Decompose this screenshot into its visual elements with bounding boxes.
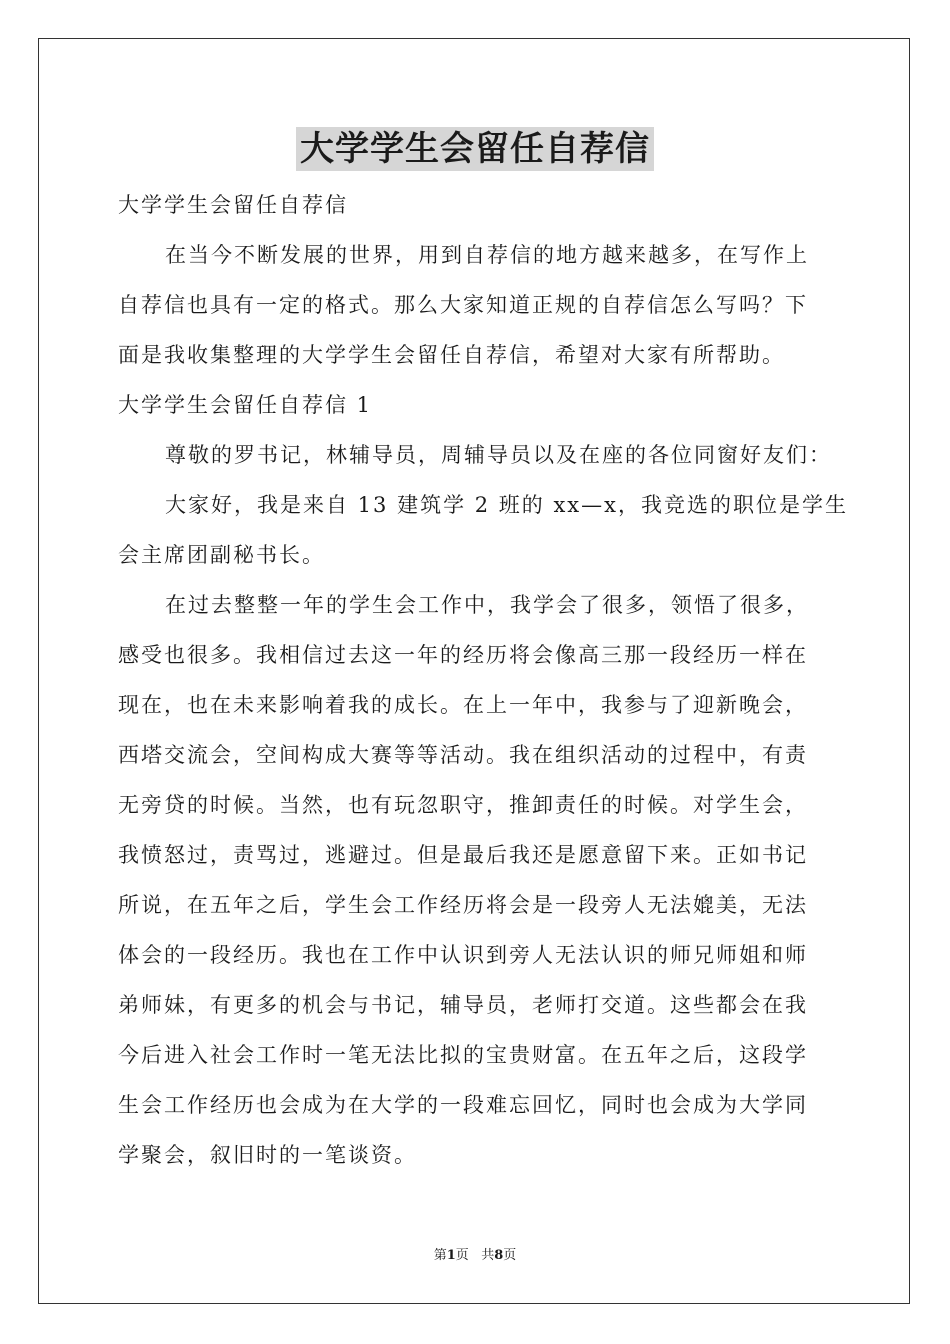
paragraph-2 [118,580,838,1180]
document-subtitle: 大学学生会留任自荐信 [118,193,348,217]
total-prefix: 共 [481,1248,495,1263]
paragraph-line: 所说，在五年之后，学生会工作经历将会是一段旁人无法媲美，无法 [118,893,808,917]
intro-line: 自荐信也具有一定的格式。那么大家知道正规的自荐信怎么写吗？下 [118,293,808,317]
page-total: 8 [494,1248,504,1263]
paragraph-line: 生会工作经历也会成为在大学的一段难忘回忆，同时也会成为大学同 [118,1093,808,1117]
paragraph-line: 会主席团副秘书长。 [118,543,325,567]
paragraph-line: 弟师妹，有更多的机会与书记，辅导员，老师打交道。这些都会在我 [118,993,808,1017]
paragraph-line: 无旁贷的时候。当然，也有玩忽职守，推卸责任的时候。对学生会， [118,793,808,817]
paragraph-line: 体会的一段经历。我也在工作中认识到旁人无法认识的师兄师姐和师 [118,943,808,967]
section-heading: 大学学生会留任自荐信 1 [118,393,373,417]
paragraph-line: 大家好，我是来自 13 建筑学 2 班的 xx—x，我竞选的职位是学生 [165,493,848,517]
title-container [0,127,950,171]
paragraph-1 [118,480,848,580]
document-body [118,180,848,1180]
intro-paragraph [118,230,838,380]
intro-line: 在当今不断发展的世界，用到自荐信的地方越来越多，在写作上 [165,243,809,267]
document-title: 大学学生会留任自荐信 [296,127,654,171]
paragraph-line: 在过去整整一年的学生会工作中，我学会了很多，领悟了很多， [165,593,809,617]
paragraph-line: 西塔交流会，空间构成大赛等等活动。我在组织活动的过程中，有责 [118,743,808,767]
paragraph-line: 感受也很多。我相信过去这一年的经历将会像高三那一段经历一样在 [118,643,808,667]
total-suffix: 页 [503,1248,517,1263]
paragraph-line: 现在，也在未来影响着我的成长。在上一年中，我参与了迎新晚会， [118,693,808,717]
paragraph-line: 我愤怒过，责骂过，逃避过。但是最后我还是愿意留下来。正如书记 [118,843,808,867]
page-suffix: 页 [455,1248,469,1263]
greeting-line: 尊敬的罗书记，林辅导员，周辅导员以及在座的各位同窗好友们： [165,443,832,467]
paragraph-line: 学聚会，叙旧时的一笔谈资。 [118,1143,417,1167]
page-current: 1 [446,1248,456,1263]
paragraph-line: 今后进入社会工作时一笔无法比拟的宝贵财富。在五年之后，这段学 [118,1043,808,1067]
page-prefix: 第 [433,1248,447,1263]
intro-line: 面是我收集整理的大学学生会留任自荐信，希望对大家有所帮助。 [118,343,785,367]
page-footer [0,1248,950,1264]
